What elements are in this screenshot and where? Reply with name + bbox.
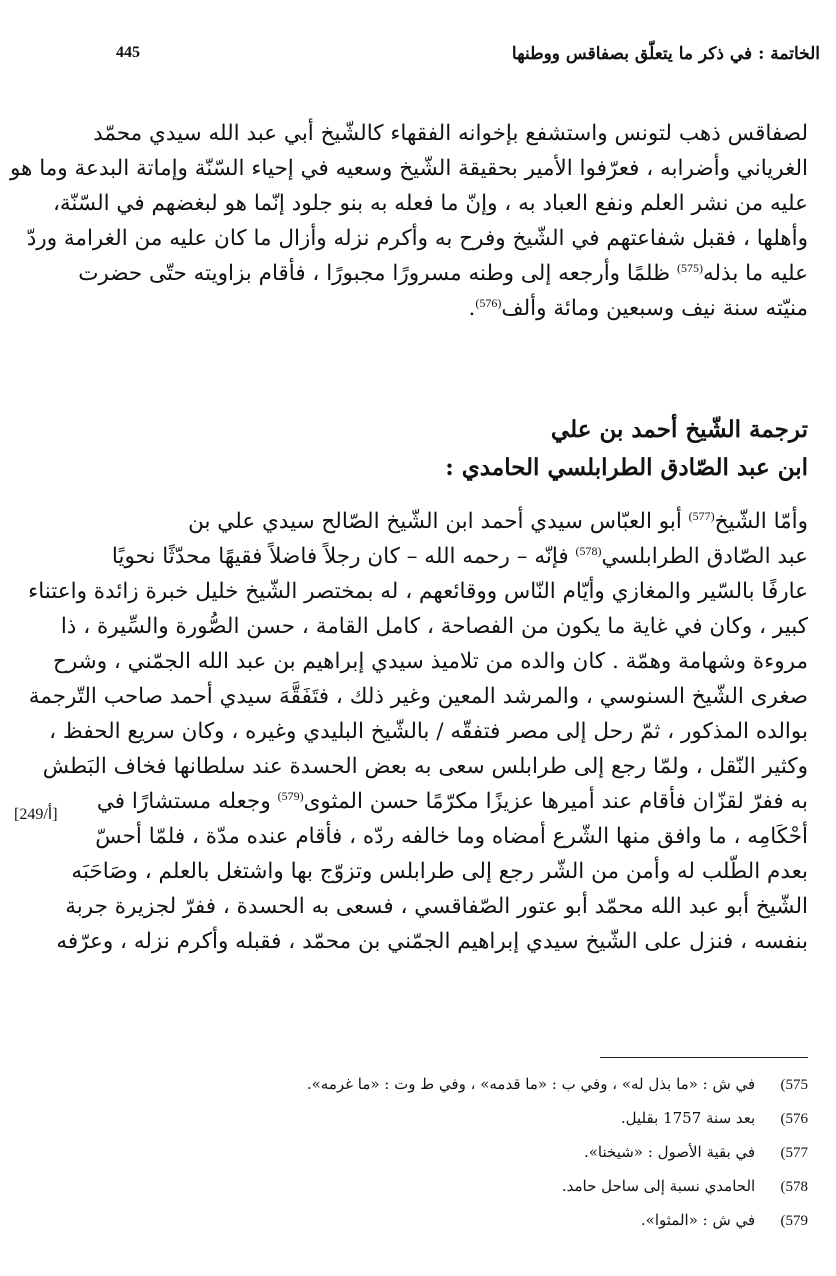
text-line: بوالده المذكور ، ثمّ رحل إلى مصر فتفقّه / بالشّيخ البليدي وغيره ، وكان سريع الحفظ ، <box>49 719 808 744</box>
footnote-item <box>562 1174 808 1199</box>
text-line: بنفسه ، فنزل على الشّيخ سيدي إبراهيم الجمّني بن محمّد ، فقبله وأكرم نزله ، وعرّفه <box>56 929 808 954</box>
text-line: مروءة وشهامة وهمّة . كان والده من تلاميذ سيدي إبراهيم بن عبد الله الجمّني ، وشرح <box>52 649 808 674</box>
text-line: صغرى الشّيخ السنوسي ، والمرشد المعين وغير ذلك ، فتَفَقَّهَ سيدي أحمد صاحب التّرجمة <box>28 684 808 709</box>
text-line: عليه من نشر العلم ونفع العباد به ، وإنّ ما فعله به بنو جلود إنّما هو لبغضهم في السّنّة، <box>52 191 808 216</box>
footnote-ref[interactable]: (576) <box>475 295 502 310</box>
text-span: منيّته سنة نيف وسبعين ومائة وألف <box>501 296 808 321</box>
text-span: عبد الصّادق الطرابلسي <box>601 544 808 569</box>
footnote-text: بعد سنة 1757 بقليل. <box>620 1109 756 1127</box>
text-line: أحْكَامِه ، ما وافق منها الشّرع أمضاه وما خالفه ردّه ، فأقام عنده مدّة ، فلمّا أحسّ <box>95 824 808 849</box>
text-span: أبو العبّاس سيدي أحمد ابن الشّيخ الصّالح سيدي علي بن <box>188 509 682 534</box>
text-span: به ففرّ لقزّان فأقام عند أميرها عزيزًا مكرّمًا حسن المثوى <box>303 789 808 814</box>
running-head: الخاتمة : في ذكر ما يتعلّق بصفاقس ووطنها <box>511 44 820 64</box>
text-line <box>468 292 808 326</box>
text-line: الشّيخ أبو عبد الله محمّد أبو عتور الصّفاقسي ، فسعى به الحسدة ، ففرّ لجزيرة جربة <box>65 894 808 919</box>
footnote-ref[interactable]: (578) <box>575 543 602 558</box>
footnote-item <box>307 1072 808 1097</box>
section-heading: ترجمة الشّيخ أحمد بن علي <box>550 416 808 443</box>
text-line: الغرياني وأضرابه ، فعرّفوا الأمير بحقيقة الشّيخ وسعيه في إحياء السّنّة وإماتة البدعة وما هو <box>9 156 808 181</box>
section-subheading: ابن عبد الصّادق الطرابلسي الحامدي : <box>445 454 808 481</box>
manuscript-folio-note: [249/أ] <box>14 806 58 823</box>
footnote-divider <box>600 1057 808 1058</box>
text-line: وكثير النّقل ، ولمّا رجع إلى طرابلس سعى به بعض الحسدة عند سلطانها فخاف البَطش <box>42 754 808 779</box>
text-line: عارفًا بالسّير والمغازي وأيّام النّاس ووقائعهم ، له بمختصر الشّيخ خليل خبرة زائدة واعتناء <box>28 579 808 604</box>
text-line <box>112 540 808 574</box>
text-span: وأمّا الشّيخ <box>714 509 808 534</box>
text-line: وأهلها ، فقبل شفاعتهم في الشّيخ وفرح به وأكرم نزله وأزال ما كان عليه من الغرامة وردّ <box>26 226 808 251</box>
text-line <box>188 505 808 539</box>
footnote-ref[interactable]: (579) <box>277 788 304 803</box>
footnote-text: في ش : «المثوا». <box>640 1211 756 1229</box>
footnote-text: في ش : «ما بذل له» ، وفي ب : «ما قدمه» ، وفي ط وت : «ما غرمه». <box>306 1075 756 1093</box>
footnote-text: الحامدي نسبة إلى ساحل حامد. <box>561 1177 756 1195</box>
footnote-number: 579) <box>780 1213 808 1229</box>
footnote-number: 577) <box>780 1145 808 1161</box>
text-line <box>78 257 808 291</box>
page-number: 445 <box>116 44 140 61</box>
text-span: عليه ما بذله <box>702 261 808 286</box>
text-line: بعدم الطّلب له وأمن من الشّر رجع إلى طرابلس وتزوّج بها واشتغل بالعلم ، وصَاحَبَه <box>71 859 808 884</box>
footnote-ref[interactable]: (577) <box>688 508 715 523</box>
page-header <box>100 44 820 74</box>
text-span: . <box>468 296 476 321</box>
footnote-number: 576) <box>780 1111 808 1127</box>
footnote-number: 575) <box>780 1077 808 1093</box>
footnote-text: في بقية الأصول : «شيخنا». <box>583 1143 756 1161</box>
footnote-item <box>621 1106 808 1131</box>
text-span: ظلمًا وأرجعه إلى وطنه مسرورًا مجبورًا ، فأقام بزاويته حتّى حضرت <box>78 261 671 286</box>
text-line: كبير ، وكان في غاية ما يكون من الفصاحة ، كامل القامة ، حسن الصُّورة والسِّيرة ، ذا <box>60 614 808 639</box>
footnote-number: 578) <box>780 1179 808 1195</box>
text-line: لصفاقس ذهب لتونس واستشفع بإخوانه الفقهاء كالشّيخ أبي عبد الله سيدي محمّد <box>93 121 808 146</box>
footnote-item <box>584 1140 808 1165</box>
text-line <box>97 785 808 819</box>
text-span: وجعله مستشارًا في <box>96 789 271 814</box>
text-span: فإنّه – رحمه الله – كان رجلاً فاضلاً فقيهًا محدّثًا نحويًا <box>111 544 569 569</box>
footnote-item <box>641 1208 808 1233</box>
footnote-ref[interactable]: (575) <box>676 260 703 275</box>
